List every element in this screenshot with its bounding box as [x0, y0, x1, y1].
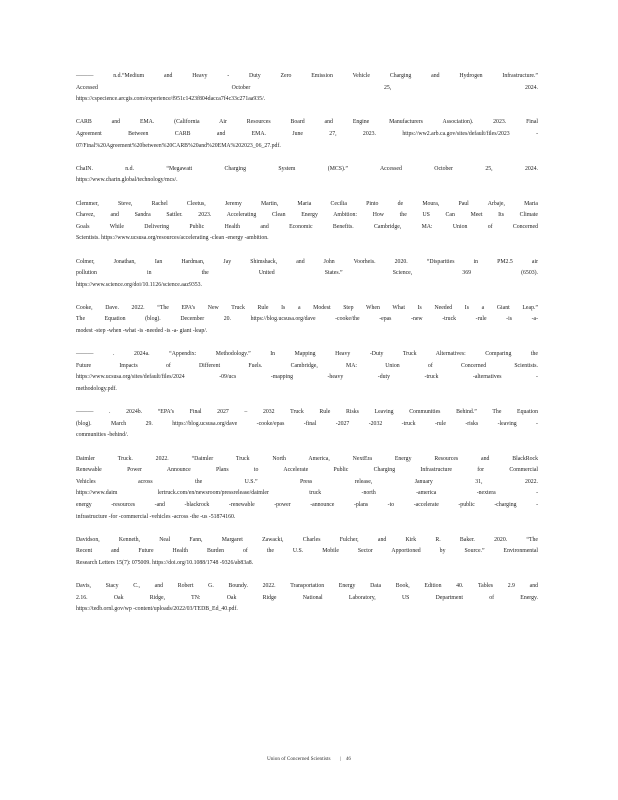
reference-line: Vehicles across the U.S.” Press release, January 31, 2022.: [76, 478, 538, 485]
reference-line: https://www.ucsusa.org/sites/default/files/2024 -09/ucs -mapping -heavy -duty -truck -alternatives -: [76, 374, 538, 381]
reference-line: methodology.pdf.: [76, 386, 117, 393]
reference-line: Clemmer, Steve, Rachel Cleetus, Jeremy Martin, Maria Cecilia Pinto de Moura, Paul Arbaje, Maria: [76, 200, 538, 207]
reference-entry: [76, 303, 538, 338]
reference-line: Daimler Truck. 2022. “Daimler Truck North America, NextEra Energy Resources and BlackRock: [76, 455, 538, 462]
page-number: 46: [345, 756, 352, 762]
reference-entry: [76, 71, 538, 106]
reference-line: ——— . 2024a. “Appendix: Methodology.” In Mapping Heavy -Duty Truck Alternatives: Comparing the: [76, 351, 538, 358]
reference-line: Renewable Power Announce Plans to Accelerate Public Charging Infrastructure for Commercial: [76, 467, 538, 474]
reference-entry: [76, 535, 538, 570]
reference-line: communities -behind/.: [76, 432, 129, 439]
reference-list: [76, 71, 538, 628]
reference-line: https://www.daim lertruck.com/en/newsroom/pressrelease/daimler truck -north -america -nextera -: [76, 490, 538, 497]
reference-entry: [76, 349, 538, 395]
footer-org: Union of Concerned Scientists: [266, 756, 331, 762]
reference-line: Future Impacts of Different Fuels. Cambridge, MA: Union of Concerned Scientists.: [76, 362, 538, 369]
reference-entry: [76, 257, 538, 292]
reference-entry: [76, 199, 538, 245]
reference-line: CARB and EMA. (California Air Resources Board and Engine Manufacturers Association). 2023. Final: [76, 119, 538, 126]
reference-line: Agreement Between CARB and EMA. June 27, 2023. https://ww2.arb.ca.gov/sites/default/files/2023 -: [76, 130, 538, 137]
reference-line: Goals While Delivering Public Health and Economic Benefits. Cambridge, MA: Union of Concerned: [76, 223, 538, 230]
reference-line: ——— . 2024b. “EPA’s Final 2027 – 2032 Truck Rule Risks Leaving Communities Behind.” The Equation: [76, 409, 538, 416]
reference-entry: [76, 407, 538, 442]
reference-line: pollution in the United States.” Science, 369 (6503).: [76, 270, 538, 277]
reference-line: modest -step -when -what -is -needed -is -a- giant -leap/.: [76, 328, 208, 335]
reference-line: Accessed October 25, 2024.: [76, 84, 538, 91]
reference-line: ChaIN. n.d. “Megawatt Charging System (MCS).” Accessed October 25, 2024.: [76, 165, 538, 172]
reference-entry: [76, 454, 538, 524]
reference-line: (blog). March 29. https://blog.ucsusa.org/dave -cooke/epas -final -2027 -2032 -truck -rule -risks -leaving -: [76, 420, 538, 427]
reference-line: https://tedb.ornl.gov/wp -content/uploads/2022/03/TEDB_Ed_40.pdf.: [76, 606, 238, 613]
reference-line: Scientists. https://www.ucsusa.org/resources/accelerating -clean -energy -ambition.: [76, 235, 269, 242]
reference-line: Research Letters 15(7): 075009. https://doi.org/10.1088/1748 -9326/ab83a8.: [76, 559, 254, 566]
footer-separator: |: [339, 756, 341, 762]
page-footer: [0, 756, 618, 762]
reference-entry: [76, 164, 538, 187]
reference-line: Cooke, Dave. 2022. “The EPA’s New Truck Rule Is a Modest Step When What Is Needed Is a Giant Leap.”: [76, 304, 538, 311]
reference-line: Chavez, and Sandra Sattler. 2023. Accelerating Clean Energy Ambition: How the US Can Meet Its Climate: [76, 212, 538, 219]
reference-line: https://www.charin.global/technology/mcs/.: [76, 177, 178, 184]
reference-line: infrastructure -for -commercial -vehicles -across -the -us -51874160.: [76, 513, 236, 520]
reference-line: ——— n.d.“Medium and Heavy - Duty Zero Emission Vehicle Charging and Hydrogen Infrastructure.”: [76, 73, 538, 79]
reference-line: 2.16. Oak Ridge, TN: Oak Ridge National Laboratory, US Department of Energy.: [76, 594, 538, 601]
reference-entry: [76, 581, 538, 616]
reference-line: energy -resources -and -blackrock -renewable -power -announce -plans -to -accelerate -public -charging -: [76, 501, 538, 508]
reference-line: Colmer, Jonathan, Ian Hardman, Jay Shimshack, and John Voorheis. 2020. “Disparities in PM2.5 air: [76, 258, 538, 265]
reference-line: Davis, Stacy C., and Robert G. Boundy. 2022. Transportation Energy Data Book, Edition 40. Tables 2.9 and: [76, 583, 538, 590]
reference-line: https://www.science.org/doi/10.1126/science.aaz9353.: [76, 281, 202, 288]
reference-line: Davidson, Kenneth, Neal Fann, Margaret Zawacki, Charles Fulcher, and Kirk R. Baker. 2020. “The: [76, 536, 538, 543]
reference-line: 07/Final%20Agreement%20between%20CARB%20and%20EMA%202023_06_27.pdf.: [76, 142, 281, 149]
reference-line: Recent and Future Health Burden of the U.S. Mobile Sector Apportioned by Source.” Environmental: [76, 548, 538, 555]
reference-line: The Equation (blog). December 20. https://blog.ucsusa.org/dave -cooke/the -epas -new -truck -rule -is -a-: [76, 316, 538, 323]
reference-line: https://cspecience.arcgis.com/experience/f951c1423f804dacca7f4c33c271aa935/.: [76, 96, 266, 103]
reference-entry: [76, 117, 538, 152]
